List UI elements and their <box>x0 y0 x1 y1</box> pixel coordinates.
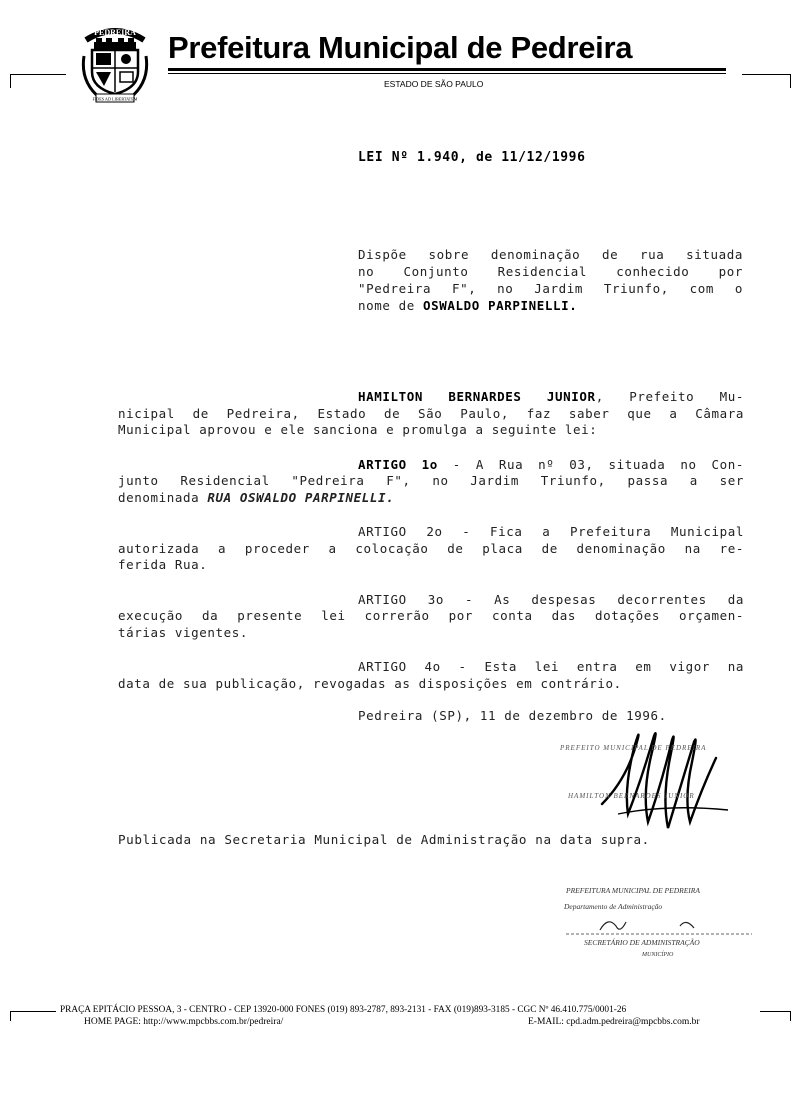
article-line: autorizada a proceder a colocação de placa de denominação na re- <box>118 540 744 556</box>
footer-corner-left <box>10 1011 11 1021</box>
article-label: ARTIGO 2o <box>358 524 443 539</box>
mayor-name: HAMILTON BERNARDES JUNIOR <box>358 389 596 404</box>
stamp-line-3: SECRETÁRIO DE ADMINISTRAÇÃO <box>584 938 700 947</box>
summary-line <box>358 297 743 314</box>
article-line3-prefix: denominada <box>118 489 208 505</box>
intro-paragraph <box>118 389 744 439</box>
article-4 <box>118 659 744 692</box>
publication-note: Publicada na Secretaria Municipal de Administração na data supra. <box>118 832 650 847</box>
footer-homepage[interactable]: HOME PAGE: http://www.mpcbbs.com.br/pedreira/ <box>84 1017 284 1027</box>
frame-corner-right <box>790 74 791 88</box>
article-line <box>118 457 744 474</box>
intro-line <box>118 389 744 406</box>
summary-last-prefix: nome de <box>358 298 424 313</box>
stamp-line-4: MUNICÍPIO <box>642 952 674 958</box>
intro-line: nicipal de Pedreira, Estado de São Paulo, faz saber que a Câmara <box>118 405 744 421</box>
intro-line: Municipal aprovou e ele sanciona e promulga a seguinte lei: <box>118 422 598 437</box>
law-heading <box>358 150 586 165</box>
signature-caption-2: HAMILTON BERNARDES JUNIOR <box>568 792 695 800</box>
article-line: tárias vigentes. <box>118 624 249 640</box>
intro-line1-rest: , Prefeito Mu- <box>595 389 744 404</box>
honoree-name: OSWALDO PARPINELLI. <box>423 298 578 313</box>
frame-corner-left <box>10 74 11 88</box>
page-title: Prefeitura Municipal de Pedreira <box>168 30 633 65</box>
article-1 <box>118 457 744 507</box>
article-line <box>118 490 744 507</box>
state-subtitle: ESTADO DE SÃO PAULO <box>384 79 484 89</box>
article-label: ARTIGO 1o <box>358 456 438 472</box>
article-line: execução da presente lei correrão por conta das dotações orçamen- <box>118 608 744 623</box>
article-line: data de sua publicação, revogadas as disposições em contrário. <box>118 675 622 691</box>
signature-caption-1: PREFEITO MUNICIPAL DE PEDREIRA <box>560 744 707 752</box>
article-line <box>118 592 744 609</box>
secretary-stamp <box>560 886 760 962</box>
article-label: ARTIGO 3o <box>358 591 444 607</box>
street-name: RUA OSWALDO PARPINELLI. <box>207 489 395 505</box>
footer-email[interactable]: E-MAIL: cpd.adm.pedreira@mpcbbs.com.br <box>528 1017 700 1027</box>
law-body <box>118 389 744 725</box>
summary-line: Dispõe sobre denominação de rua situada <box>358 247 743 262</box>
article-label: ARTIGO 4o <box>358 659 441 674</box>
article-3 <box>118 592 744 642</box>
summary-line: no Conjunto Residencial conhecido por <box>358 264 743 279</box>
header-rule-right <box>742 74 790 75</box>
footer-rule-right <box>760 1011 790 1012</box>
article-line: ferida Rua. <box>118 557 208 572</box>
law-summary <box>358 246 743 314</box>
summary-line: "Pedreira F", no Jardim Triunfo, com o <box>358 281 743 296</box>
article-2 <box>118 524 744 574</box>
article-line <box>118 524 744 541</box>
mayor-signature <box>598 718 738 838</box>
stamp-line-2: Departamento de Administração <box>564 902 663 911</box>
header-rule-thick <box>168 68 726 71</box>
article-line1-rest: - Fica a Prefeitura Municipal <box>442 524 744 539</box>
footer-rule-left <box>10 1011 56 1012</box>
article-line1-rest: - As despesas decorrentes da <box>444 591 744 607</box>
stamp-line-1: PREFEITURA MUNICIPAL DE PEDREIRA <box>566 886 700 895</box>
crest-motto-text: FIDES AD LIBERTATEM <box>92 96 138 102</box>
law-heading-text: LEI Nº 1.940, de 11/12/1996 <box>358 150 586 165</box>
header-rule-left <box>10 74 66 75</box>
header-rule-thin <box>168 73 726 74</box>
municipal-crest <box>80 22 150 106</box>
article-line1-rest: - Esta lei entra em vigor na <box>440 659 744 674</box>
crest-banner-text: PEDREIRA <box>94 28 136 37</box>
footer-corner-right <box>790 1011 791 1021</box>
article-line <box>118 659 744 676</box>
article-line1-rest: - A Rua nº 03, situada no Con- <box>437 456 744 472</box>
footer-address: PRAÇA EPITÁCIO PESSOA, 3 - CENTRO - CEP 13920-000 FONES (019) 893-2787, 893-2131 - FAX (019)893-3185 - CGC Nº 46.410.775/0001-26 <box>60 1005 627 1015</box>
article-line: junto Residencial "Pedreira F", no Jardim Triunfo, passa a ser <box>118 473 744 488</box>
date-line: Pedreira (SP), 11 de dezembro de 1996. <box>358 708 667 723</box>
